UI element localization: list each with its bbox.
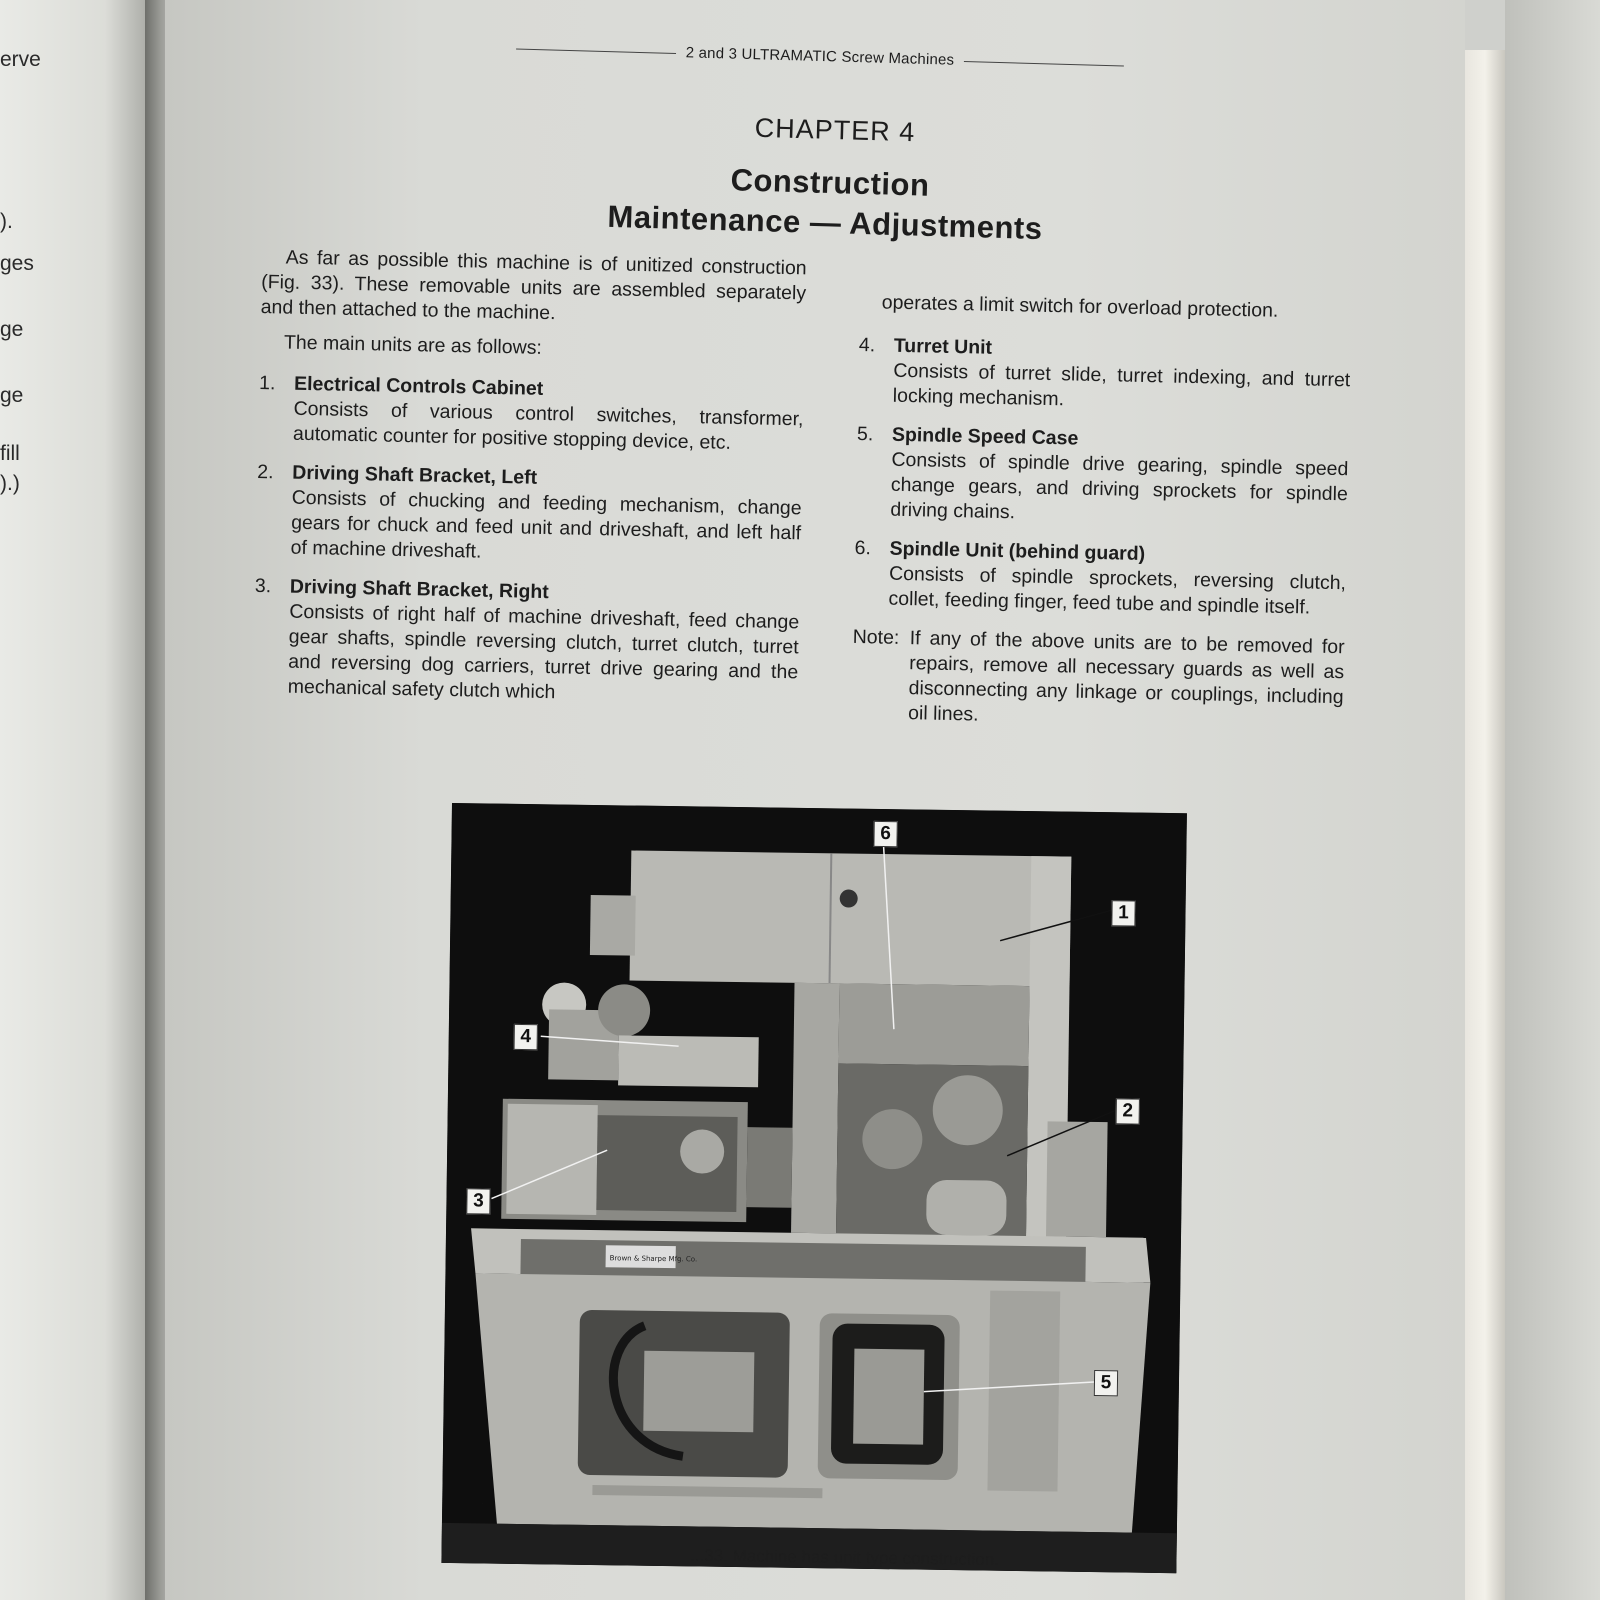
header-rule [964,61,1124,66]
unit-title: Electrical Controls Cabinet [293,372,544,400]
right-text-column [851,290,1352,735]
figure-callout-1: 1 [1111,900,1135,926]
unit-description: Consists of various control switches, transformer, automatic counter for positive stopping device, etc. [292,397,804,454]
unit-title: Driving Shaft Bracket, Left [292,461,538,489]
header-rule [516,48,676,53]
unit-title: Spindle Unit (behind guard) [889,537,1146,566]
unit-description: Consists of spindle drive gearing, spindle speed change gears, and driving sprockets for spindle driving chains. [890,448,1349,524]
left-text-column [252,245,807,724]
unit-item [258,371,804,457]
figure-callout-4: 4 [514,1024,538,1050]
figure-callout-5: 5 [1094,1370,1118,1396]
unit-item [252,574,799,710]
unit-number: 1. [258,371,276,395]
figure-caption: ...33. Machine has unit type construction. [689,1545,1000,1570]
left-page-fragment: fill [0,442,20,465]
unit-number: 6. [854,536,872,560]
left-page-fragment: ge [0,318,24,341]
units-intro: The main units are as follows: [283,331,543,359]
unit-title: Turret Unit [893,334,993,359]
left-page-fragment: ge [0,384,24,407]
unit-item [855,422,1349,532]
chapter-label: CHAPTER 4 [754,112,916,148]
figure-callout-6: 6 [873,821,897,847]
unit-number: 2. [257,460,274,484]
machine-nameplate: Brown & Sharpe Mfg. Co. [609,1254,698,1264]
machine-photograph [441,803,1187,1573]
figure-callout-3: 3 [466,1188,490,1214]
left-page-fragment: ). [0,210,13,233]
unit-item [858,333,1351,418]
figure-callout-2: 2 [1116,1098,1140,1124]
intro-paragraph: As far as possible this machine is of unitized construction (Fig. 33). These removable units are assembled separately and then attached to the machine. [260,246,807,325]
left-page-fragment: ges [0,252,34,275]
unit3-continuation: operates a limit switch for overload protection. [881,291,1279,322]
note-block [851,625,1345,735]
unit-number: 5. [856,422,874,446]
unit-title: Spindle Speed Case [891,423,1079,450]
running-head [505,39,1135,74]
chapter-title-line2: Maintenance — Adjustments [607,198,1043,247]
unit-description: Consists of turret slide, turret indexing, and turret locking mechanism. [892,359,1351,411]
unit-item [255,460,802,571]
unit-number: 4. [858,333,876,357]
note-label: Note: [852,625,900,649]
unit-description: Consists of spindle sprockets, reversing clutch, collet, feeding finger, feed tube and spindle itself. [888,562,1347,619]
left-page-fragment: ).) [0,472,20,495]
left-page-fragment: erve [0,48,41,71]
running-head-text: 2 and 3 ULTRAMATIC Screw Machines [685,44,955,69]
machine-illustration [441,803,1187,1573]
chapter-title-line1: Construction [730,162,930,203]
unit-number: 3. [254,574,272,598]
unit-description: Consists of right half of machine driveshaft, feed change gear shafts, spindle reversing clutch, turret clutch, turret and reversing dog carriers, turret drive gearing and the mechanical safety clutch which [287,600,800,704]
unit-description: Consists of chucking and feeding mechanism, change gears for chuck and feed unit and driveshaft, and left half of machine driveshaft. [290,486,802,563]
unit-title: Driving Shaft Bracket, Right [289,575,549,604]
note-text: If any of the above units are to be removed for repairs, remove all necessary guards as well as disconnecting any linkage or couplings, including oil lines. [907,627,1345,726]
unit-item [853,536,1346,621]
